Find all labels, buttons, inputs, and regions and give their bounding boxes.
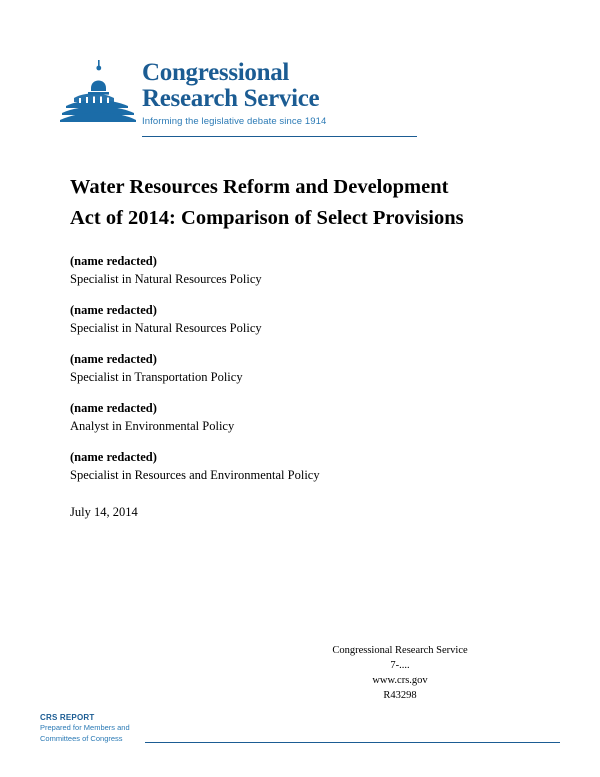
footer-organization: Congressional Research Service <box>332 645 468 656</box>
author-name: (name redacted) <box>70 254 157 268</box>
publication-date: July 14, 2014 <box>70 505 138 519</box>
author-title: Specialist in Resources and Environmental Policy <box>70 468 320 482</box>
crs-report-sub-line-1: Prepared for Members and <box>40 723 130 732</box>
author-title: Analyst in Environmental Policy <box>70 419 235 433</box>
author-entry <box>70 302 510 337</box>
author-entry <box>70 449 510 484</box>
crs-logo-tagline: Informing the legislative debate since 1914 <box>142 116 327 127</box>
footer-identity <box>270 643 530 703</box>
page-title-line-1: Water Resources Reform and Development <box>70 176 449 198</box>
crs-report-mark <box>40 713 340 744</box>
author-name: (name redacted) <box>70 401 157 415</box>
author-title: Specialist in Transportation Policy <box>70 370 243 384</box>
crs-logo-text <box>142 60 402 127</box>
author-name: (name redacted) <box>70 450 157 464</box>
crs-logo <box>58 58 418 148</box>
author-entry <box>70 253 510 288</box>
author-entry <box>70 400 510 435</box>
footer-report-number: R43298 <box>383 690 417 701</box>
footer-website: www.crs.gov <box>372 675 428 686</box>
author-name: (name redacted) <box>70 303 157 317</box>
author-title: Specialist in Natural Resources Policy <box>70 321 262 335</box>
crs-report-sub-line-2: Committees of Congress <box>40 734 123 743</box>
footer-phone: 7-.... <box>390 660 410 671</box>
crs-logo-line-1: Congressional <box>142 59 290 86</box>
logo-divider <box>142 136 417 137</box>
page-title-line-2: Act of 2014: Comparison of Select Provisions <box>70 207 464 229</box>
author-list <box>70 253 510 498</box>
crs-logo-line-2: Research Service <box>142 85 320 112</box>
author-title: Specialist in Natural Resources Policy <box>70 272 262 286</box>
crs-report-label: CRS REPORT <box>40 713 95 722</box>
capitol-dome-icon <box>58 58 136 130</box>
author-name: (name redacted) <box>70 352 157 366</box>
author-entry <box>70 351 510 386</box>
page-title <box>70 172 530 234</box>
footer-divider <box>145 742 560 743</box>
